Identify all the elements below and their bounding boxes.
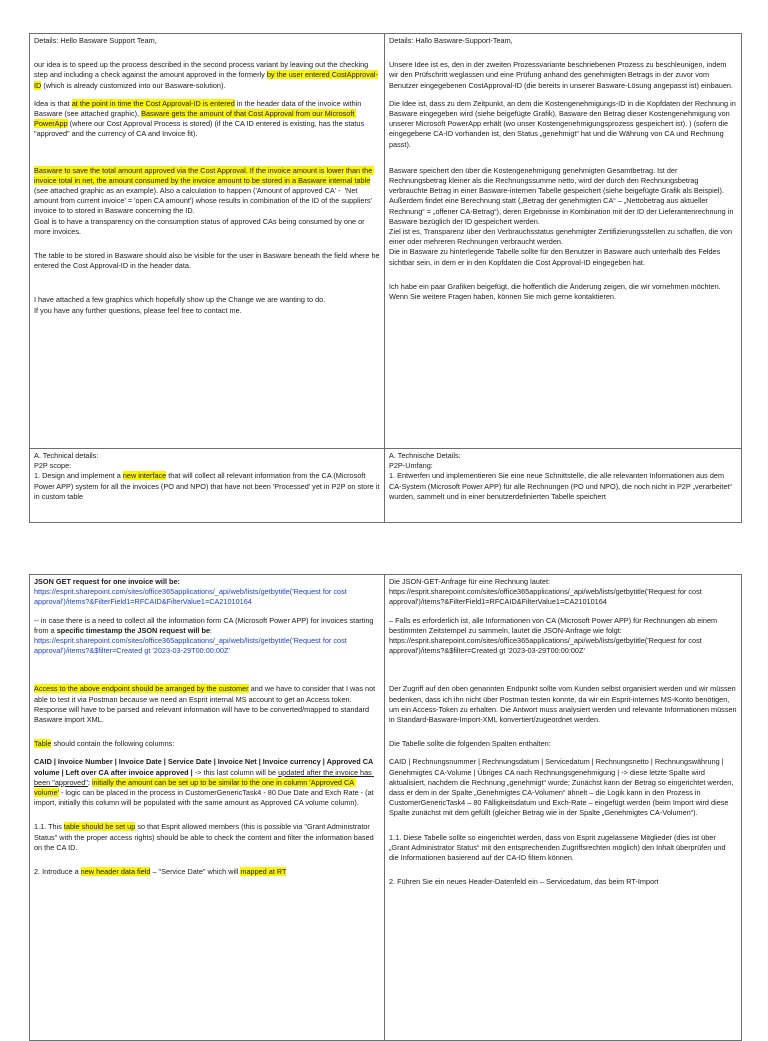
columns-paragraph: CAID | Rechnungsnummer | Rechnungsdatum | Servicedatum | Rechnungsnetto | Rechnungswährung | Genehmigtes CA-Volume | Übriges CA nach Rechnungsgenehmigung | -> diese letzte Spalte wird aktualisiert, nachdem die Rechnung „genehmigt“ wurde; Zunächst kann der Betrag so eingerichtet werden, dass er dem in der Spalte „Genehmigtes CA-Volumen“ ähnelt – die Logik kann in den Prozess in CustomerGenericTask4 – 80 Fälligkeitsdatum und Exch-Rate – eingefügt werden (beim Import wird diese Spalte zunächst mit dem gefüllt (gleicher Betrag wie in der Spalte „Genehmigtes CA-Volumen“).: [389, 757, 736, 818]
paragraph: Table should contain the following columns:: [34, 739, 175, 749]
table-row: [30, 575, 742, 1041]
paragraph: Goal is to have a transparency on the consumption status of approved CAs being consumed by one or more invoices.: [34, 216, 367, 236]
german-request-cell: [385, 575, 742, 1041]
endpoint-text: https://esprit.sharepoint.com/sites/office365applications/_api/web/lists/getbytitle('Request for cost approval')/items?&$filter=Created gt '2023-03-29T00:00:00Z': [389, 636, 704, 656]
columns-paragraph: CAID | Invoice Number | Invoice Date | Service Date | Invoice Net | Invoice currency | Approved CA volume | Left over CA after invoice approved | -> this last column will be updated after the invoice has been "approved"; initially the amount can be set up to be similar to the one in column 'Approved CA volume' - logic can be placed in the process in CustomerGenericTask4 - 80 Due Date and Exch Rate - (at import, initially this column will be populated with the same amount as Approved CA volume column).: [34, 757, 376, 808]
highlight: table should be set up: [63, 822, 136, 832]
paragraph: 1.1. Diese Tabelle sollte so eingerichtet werden, dass von Esprit zugelassene Mitglieder (dies ist über „Grant Administrator Status“ mit den entsprechenden Zugriffsrechten möglich) den Inhalt überprüfen und die Informationen basierend auf der CA-ID filtern können.: [389, 832, 728, 863]
paragraph: Ziel ist es, Transparenz über den Verbrauchsstatus genehmigter Zertifizierungsstellen zu schaffen, die von einer oder mehreren Rechnungen verbraucht werden.: [389, 227, 735, 247]
paragraph: Die Tabelle sollte die folgenden Spalten enthalten:: [389, 739, 551, 749]
highlight: new interface: [122, 471, 167, 481]
highlight: Basware gets the amount of that Cost Approval from our Microsoft PowerApp: [34, 109, 357, 129]
paragraph: Der Zugriff auf den oben genannten Endpunkt sollte vom Kunden selbst organisiert werden und wir müssen bedenken, dass ich ihn nicht über Postman testen konnte, da wir ein Esprit-internes MS-Konto benötigen, um ein Access-Token zu erhalten. Die Antwort muss analysiert werden und relevante Informationen müssen in Standard-Basware-Import-XML konvertiert/zugeordnet werden.: [389, 684, 739, 725]
paragraph: Response will have to be parsed and relevant information will have to be converted/mapped to standard Basware import XML.: [34, 704, 372, 725]
paragraph: 2. Führen Sie ein neues Header-Datenfeld ein – Servicedatum, das beim RT-Import: [389, 877, 659, 887]
highlight: Access to the above endpoint should be arranged by the customer: [34, 684, 249, 694]
greeting: Details: Hallo Basware-Support-Team,: [389, 36, 513, 45]
english-technical-cell: [30, 449, 385, 523]
highlight: at the point in time the Cost Approval-ID is entered: [71, 98, 235, 108]
endpoint-text: https://esprit.sharepoint.com/sites/office365applications/_api/web/lists/getbytitle('Request for cost approval')/items?&FilterField1=RFCAID&FilterValue1=CA21010164: [389, 587, 704, 607]
paragraph: Basware to save the total amount approved via the Cost Approval. If the invoice amount is lower than the invoice total in net, the amount consumed by the invoice amount to be stored in a Basware internal table (see attached graphic as an example). Also a calculation to happen ('Amount of approved CA' - 'Net amount from current invoice' = 'open CA amount') whose results in combination of the ID of the suppliers' invoice to to stored in Basware concerning the ID.: [34, 165, 375, 216]
english-details-cell: [30, 34, 385, 449]
table-row: [30, 449, 742, 523]
paragraph: The table to be stored in Basware should also be visible for the user in Basware beneath the field where he entered the Cost Approval-ID in the header data.: [34, 251, 382, 271]
scope-label: P2P scope:: [34, 461, 72, 471]
paragraph: 2. Introduce a new header data field – "Service Date" which will mapped at RT: [34, 867, 287, 877]
greeting: Details: Hello Basware Support Team,: [34, 36, 157, 45]
paragraph: Die in Basware zu hinterlegende Tabelle sollte für den Benutzer in Basware auch unterhalb des Feldes sichtbar sein, in dem er in den Kopfdaten die Cost Approval-ID eingegeben hat.: [389, 247, 723, 267]
paragraph: Die Idee ist, dass zu dem Zeitpunkt, an dem die Kostengenehmigungs-ID in die Kopfdaten der Rechnung in Basware eingegeben wird (siehe beigefügte Grafik), Basware den Betrag dieser Kostengenehmigung von unserer Microsoft PowerApp erhält (wo unser Kostengenehmigungsprozess gespeichert ist). ) (sofern die eingegebene CA-ID vorhanden ist, den Status „genehmigt“ hat und die Währung von CA und Rechnung passt).: [389, 98, 738, 149]
highlight: new header data field: [80, 867, 151, 877]
paragraph: I have attached a few graphics which hopefully show up the Change we are wanting to do.: [34, 295, 326, 305]
json-request-title: JSON GET request for one invoice will be:: [34, 577, 180, 586]
paragraph: 1. Design and implement a new interface that will collect all relevant information from the CA (Microsoft Power APP) system for all the invoices (PO and NPO) that have not been 'Processed' yet in P2P on store it in custom table: [34, 471, 382, 501]
highlight: by the user entered CostApproval-ID: [34, 70, 378, 90]
table-row: [30, 34, 742, 449]
paragraph: 1.1. This table should be set up so that Esprit allowed members (this is possible via "Grant Administrator Status" with the proper access rights) should be able to check the content and filter the information based on the CA ID.: [34, 822, 376, 852]
paragraph: Access to the above endpoint should be arranged by the customer and we have to consider that I was not able to test it via Postman because we need an Esprit internal MS account to get an Access token.: [34, 684, 378, 704]
document-table-bottom: [29, 574, 742, 1041]
paragraph: 1. Entwerfen und implementieren Sie eine neue Schnittstelle, die alle relevanten Informationen aus dem CA-System (Microsoft Power APP) für alle Rechnungen (PO und NPO), die noch nicht in P2P „verarbeitet“ wurden, sammelt und in einer benutzerdefinierten Tabelle speichert: [389, 471, 734, 501]
highlight: Basware to save the total amount approved via the Cost Approval. If the invoice amount is lower than the invoice total in net, the amount consumed by the invoice amount to be stored in a Basware internal table: [34, 165, 375, 185]
paragraph: Wenn Sie weitere Fragen haben, können Sie mich gerne kontaktieren.: [389, 292, 617, 302]
paragraph: our idea is to speed up the process described in the second process variant by leaving out the checking step and including a check against the amount approved in the formerly by the user entered CostApproval-ID (which is already customized into our Basware-solution).: [34, 60, 378, 90]
highlight: mapped at RT: [240, 867, 287, 877]
paragraph: Unsere Idee ist es, den in der zweiten Prozessvariante beschriebenen Prozess zu beschleunigen, indem wir den Prüfschritt weglassen und eine Prüfung anhand des genehmigten Betrags in der zuvor vom Benutzer eingegebenen CostApproval-ID (die bereits in unserer Basware-Lösung angepasst ist) einbauen.: [389, 60, 733, 90]
english-request-cell: [30, 575, 385, 1041]
paragraph: Idea is that at the point in time the Cost Approval-ID is entered in the header data of the invoice within Basware (see attached graphic), Basware gets the amount of that Cost Approval from our Microsoft PowerApp (where our Cost Approval Process is stored) (if the CA ID entered is existing, has the status "approved" and the currency of CA and Invoice fit).: [34, 98, 367, 139]
scope-label: P2P-Umfang:: [389, 461, 433, 471]
paragraph: If you have any further questions, please feel free to contact me.: [34, 305, 242, 315]
paragraph: -- in case there is a need to collect all the information form CA (Microsoft Power APP) for invoices starting from a specific timestamp the JSON request will be:: [34, 615, 376, 635]
paragraph: Ich habe ein paar Grafiken beigefügt, die hoffentlich die Änderung zeigen, die wir vornehmen möchten.: [389, 281, 721, 291]
highlight: initially the amount can be set up to be similar to the one in column 'Approved CA volume': [34, 777, 357, 798]
json-request-title: Die JSON-GET-Anfrage für eine Rechnung lautet:: [389, 577, 551, 586]
section-heading: A. Technical details:: [34, 451, 99, 460]
endpoint-link[interactable]: https://esprit.sharepoint.com/sites/office365applications/_api/web/lists/getbytitle('Request for cost approval')/items?&FilterField1=RFCAID&FilterValue1=CA21010164: [34, 587, 349, 607]
highlight: Table: [34, 739, 52, 749]
document-table-top: [29, 33, 742, 523]
section-heading: A. Technische Details:: [389, 451, 461, 460]
paragraph: – Falls es erforderlich ist, alle Informationen von CA (Microsoft Power APP) für Rechnungen ab einem bestimmten Zeitstempel zu sammeln, lautet die JSON-Anfrage wie folgt:: [389, 615, 720, 635]
paragraph: Basware speichert den über die Kostengenehmigung genehmigten Gesamtbetrag. Ist der Rechnungsbetrag kleiner als die Rechnungssumme netto, wird der durch den Rechnungsbetrag verbrauchte Betrag in einer Basware-internen Tabelle gespeichert (siehe beigefügte Grafik als Beispiel). Außerdem findet eine Berechnung statt („Betrag der genehmigten CA“ – „Nettobetrag aus aktueller Rechnung“ = „offener CA-Betrag“), deren Ergebnisse in Kombination mit der ID der Lieferantenrechnung in Basware bezüglich der ID gespeichert werden.: [389, 165, 736, 226]
endpoint-link[interactable]: https://esprit.sharepoint.com/sites/office365applications/_api/web/lists/getbytitle('Request for cost approval')/items?&$filter=Created gt '2023-03-29T00:00:00Z': [34, 636, 349, 656]
german-details-cell: [385, 34, 742, 449]
german-technical-cell: [385, 449, 742, 523]
